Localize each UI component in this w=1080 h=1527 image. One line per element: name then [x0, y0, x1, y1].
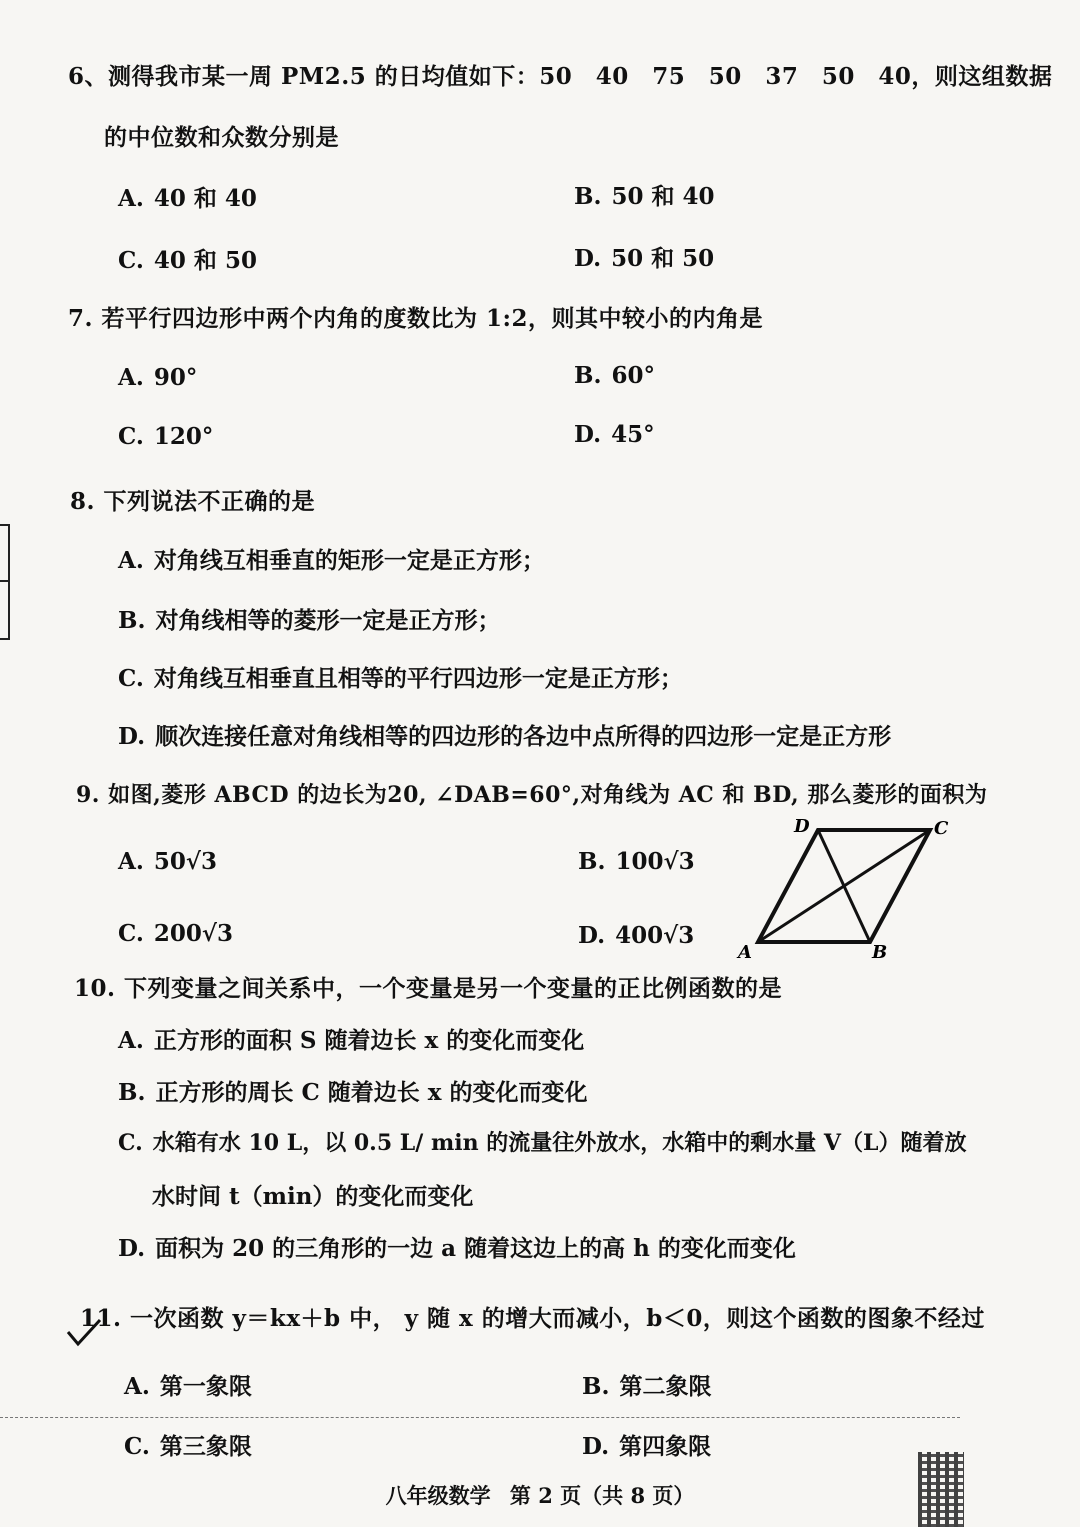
- option-text: 50 和 40: [611, 183, 715, 210]
- q6-option-a[interactable]: [118, 180, 257, 213]
- option-key: A.: [118, 364, 144, 391]
- q7-option-c[interactable]: [118, 423, 213, 450]
- vertex-label-b: B: [872, 942, 888, 962]
- option-text: 顺次连接任意对角线相等的四边形的各边中点所得的四边形一定是正方形: [155, 723, 892, 750]
- q10-stem: 10. 下列变量之间关系中，一个变量是另一个变量的正比例函数的是: [74, 975, 783, 1002]
- q6-stem-line2: 的中位数和众数分别是: [104, 124, 339, 151]
- q8-stem: 8. 下列说法不正确的是: [70, 488, 316, 515]
- rhombus-figure: [730, 812, 960, 962]
- option-text: 120°: [153, 423, 214, 450]
- q10-option-b[interactable]: [118, 1074, 588, 1107]
- q7-stem: 7. 若平行四边形中两个内角的度数比为 1:2，则其中较小的内角是: [68, 305, 764, 332]
- option-text: 对角线互相垂直且相等的平行四边形一定是正方形；: [153, 665, 683, 692]
- option-text: 100√3: [615, 848, 695, 875]
- footer-page-number: 第 2 页（共 8 页）: [509, 1483, 695, 1508]
- q10-option-c-continued: [152, 1178, 473, 1211]
- option-text: 40 和 40: [153, 185, 257, 212]
- q6-stem-line1: 6、测得我市某一周 PM2.5 的日均值如下：50 40 75 50 37 50 40，则这组数据: [68, 63, 1053, 90]
- q11-option-d[interactable]: [582, 1428, 711, 1461]
- q9-option-a[interactable]: [118, 848, 217, 875]
- option-text: 200√3: [153, 920, 234, 947]
- q9-option-c[interactable]: [118, 920, 233, 947]
- option-text: 正方形的面积 S 随着边长 x 的变化而变化: [153, 1027, 585, 1054]
- footer-subject: 八年级数学: [385, 1483, 491, 1508]
- option-text: 对角线相等的菱形一定是正方形；: [155, 607, 501, 634]
- option-text: 面积为 20 的三角形的一边 a 随着这边上的高 h 的变化而变化: [155, 1235, 796, 1262]
- binding-margin-box: [0, 524, 10, 640]
- q8-option-c[interactable]: [118, 660, 683, 693]
- option-key: C.: [124, 1433, 150, 1460]
- option-text: 第一象限: [159, 1373, 252, 1400]
- option-text: 400√3: [615, 922, 695, 949]
- q11-stem: 11. 一次函数 y＝kx＋b 中， y 随 x 的增大而减小，b＜0，则这个函数的图象不经过: [80, 1305, 985, 1332]
- q11-option-a[interactable]: [124, 1368, 252, 1401]
- option-key: B.: [574, 362, 602, 389]
- q9-option-d[interactable]: [578, 922, 694, 949]
- option-text: 90°: [153, 364, 198, 391]
- vertex-label-c: C: [934, 818, 949, 839]
- option-text: 水时间 t（min）的变化而变化: [152, 1183, 474, 1210]
- diagonal-bd: [818, 830, 870, 942]
- option-key: B.: [574, 183, 602, 210]
- q10-option-c[interactable]: [118, 1126, 966, 1157]
- option-key: D.: [118, 1235, 146, 1262]
- option-key: C.: [118, 920, 144, 947]
- option-text: 40 和 50: [153, 247, 257, 274]
- option-key: A.: [118, 185, 144, 212]
- option-text: 第二象限: [619, 1373, 712, 1400]
- q11-option-b[interactable]: [582, 1368, 711, 1401]
- q10-option-d[interactable]: [118, 1230, 796, 1263]
- q9-option-b[interactable]: [578, 848, 695, 875]
- option-text: 45°: [611, 421, 655, 448]
- option-text: 第四象限: [619, 1433, 712, 1460]
- option-text: 第三象限: [159, 1433, 252, 1460]
- vertex-label-a: A: [738, 942, 752, 962]
- q8-option-a[interactable]: [118, 542, 545, 575]
- option-key: B.: [578, 848, 606, 875]
- q7-option-a[interactable]: [118, 364, 197, 391]
- option-key: A.: [118, 1027, 144, 1054]
- option-key: B.: [582, 1373, 610, 1400]
- qr-code-icon: [918, 1452, 964, 1527]
- q8-option-b[interactable]: [118, 602, 500, 635]
- option-key: B.: [118, 607, 146, 634]
- q9-stem: 9. 如图,菱形 ABCD 的边长为20, ∠DAB=60°,对角线为 AC 和 BD, 那么菱形的面积为: [76, 782, 988, 808]
- option-text: 50 和 50: [611, 245, 715, 272]
- q7-option-b[interactable]: [574, 362, 655, 389]
- option-key: A.: [118, 848, 144, 875]
- option-text: 60°: [611, 362, 655, 389]
- option-key: D.: [578, 922, 606, 949]
- option-key: A.: [124, 1373, 150, 1400]
- option-text: 对角线互相垂直的矩形一定是正方形；: [153, 547, 545, 574]
- vertex-label-d: D: [794, 816, 810, 837]
- option-key: D.: [574, 421, 602, 448]
- q6-option-d[interactable]: [574, 240, 714, 273]
- q6-option-c[interactable]: [118, 242, 257, 275]
- q6-option-b[interactable]: [574, 178, 714, 211]
- option-text: 50√3: [153, 848, 217, 875]
- option-key: D.: [582, 1433, 610, 1460]
- option-key: D.: [574, 245, 602, 272]
- option-key: C.: [118, 247, 144, 274]
- q7-option-d[interactable]: [574, 421, 655, 448]
- option-key: A.: [118, 547, 144, 574]
- option-key: C.: [118, 1130, 143, 1156]
- option-key: C.: [118, 665, 144, 692]
- option-key: C.: [118, 423, 144, 450]
- option-key: D.: [118, 723, 146, 750]
- option-text: 水箱有水 10 L，以 0.5 L/ min 的流量往外放水，水箱中的剩水量 V（L）随着放: [152, 1130, 967, 1156]
- cut-line-divider: [0, 1417, 960, 1418]
- option-key: B.: [118, 1079, 146, 1106]
- option-text: 正方形的周长 C 随着边长 x 的变化而变化: [155, 1079, 588, 1106]
- q8-option-d[interactable]: [118, 718, 891, 751]
- q11-option-c[interactable]: [124, 1428, 252, 1461]
- q10-option-a[interactable]: [118, 1022, 584, 1055]
